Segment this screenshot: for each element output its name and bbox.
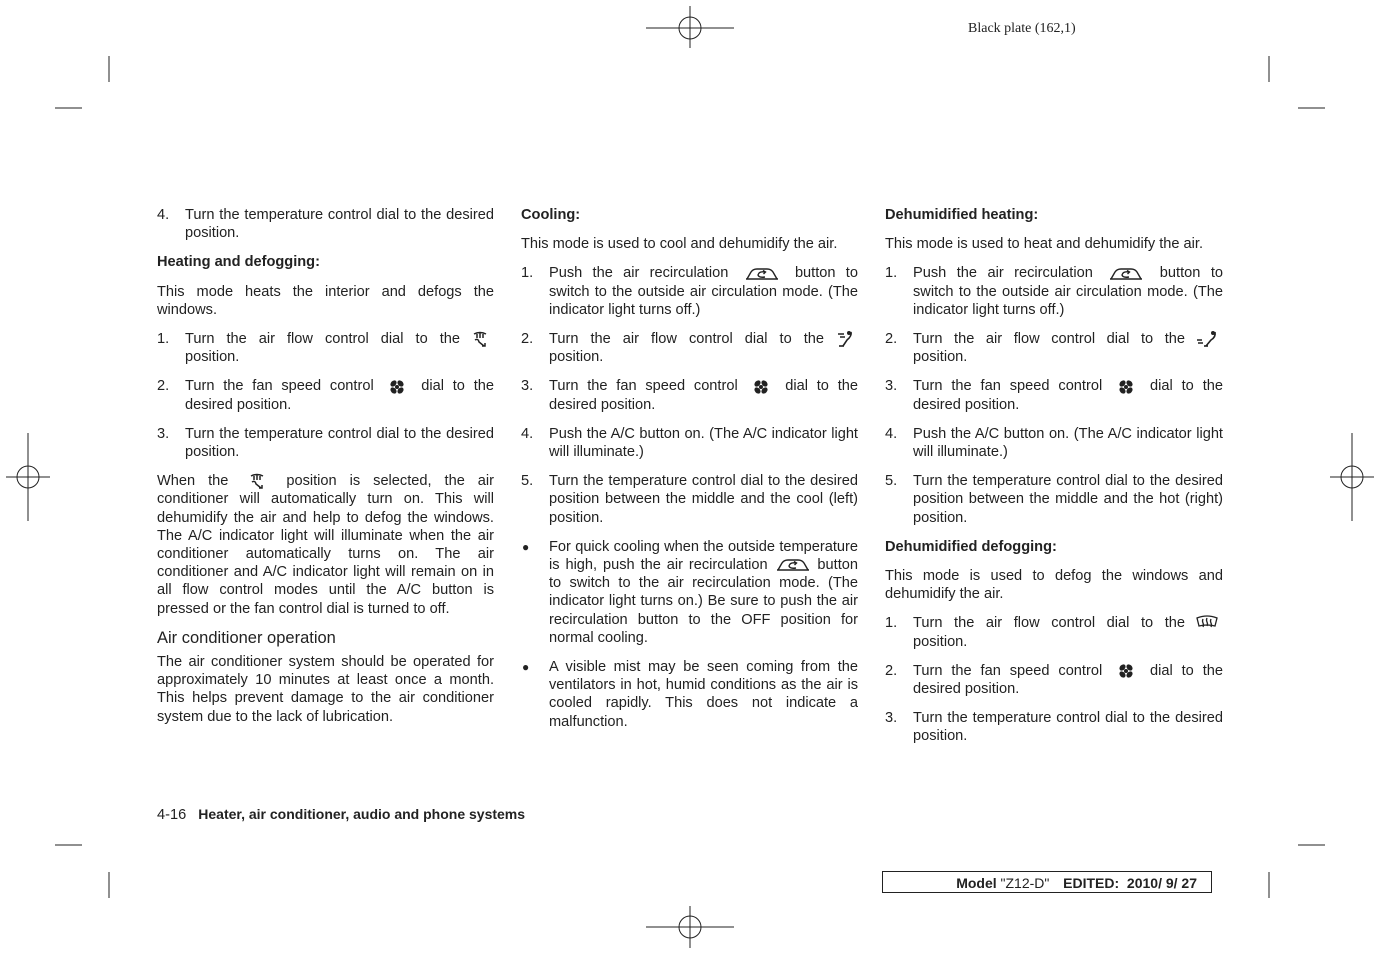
heading-dehumidified-defogging: Dehumidified defogging: xyxy=(885,538,1057,555)
defrost-floor-icon xyxy=(247,472,267,490)
fan-speed-icon xyxy=(1117,378,1135,396)
paragraph: This mode heats the interior and defogs the windows. xyxy=(157,283,494,318)
air-recirculation-icon xyxy=(1109,266,1143,282)
list-item: 4. Push the A/C button on. (The A/C indicator light will illuminate.) xyxy=(885,425,1223,461)
heading-dehumidified-heating: Dehumidified heating: xyxy=(885,207,1039,223)
list-item: 5. Turn the temperature control dial to the desired position between the middle and the hot (right) position. xyxy=(885,473,1223,526)
defrost-floor-icon xyxy=(470,330,490,348)
fan-speed-icon xyxy=(388,378,406,396)
paragraph: This mode is used to heat and dehumidify the air. xyxy=(885,236,1204,253)
list-item: 3. Turn the fan speed control dial to the desired position. xyxy=(885,378,1223,413)
list-item: 2. Turn the fan speed control dial to the desired position. xyxy=(885,662,1223,698)
list-item: 3. Turn the temperature control dial to the desired position. xyxy=(885,710,1223,745)
list-item: 3. Turn the fan speed control dial to the desired position. xyxy=(521,378,858,413)
column-2 xyxy=(521,206,858,742)
list-item: 4. Push the A/C button on. (The A/C indicator light will illuminate.) xyxy=(521,425,858,461)
air-recirculation-icon xyxy=(776,557,810,573)
list-item: 1. Turn the air flow control dial to the position. xyxy=(885,614,1223,650)
bi-level-icon xyxy=(1195,330,1219,348)
front-defroster-icon xyxy=(1195,614,1219,630)
fan-speed-icon xyxy=(1117,662,1135,680)
page-number: 4-16 xyxy=(157,807,187,823)
bullet-item: ● A visible mist may be seen coming from the ventilators in hot, humid conditions as the air is cooled rapidly. This does not indicate a malfunction. xyxy=(522,659,858,730)
page-footer xyxy=(157,806,525,823)
bullet-item: ● For quick cooling when the outside temperature is high, push the air recirculation button to switch to the air recirculation mode. (The indicator light turns on.) Be sure to push the air recirculation button to the OFF position for normal cooling. xyxy=(522,538,858,646)
vent-face-icon xyxy=(834,330,854,348)
paragraph: This mode is used to defog the windows and dehumidify the air. xyxy=(885,568,1223,603)
column-1 xyxy=(157,206,494,726)
list-item: 4. Turn the temperature control dial to the desired position. xyxy=(157,207,494,242)
heading-cooling: Cooling: xyxy=(521,207,581,223)
list-item: 2. Turn the fan speed control dial to the desired position. xyxy=(157,378,494,413)
plate-label: Black plate (162,1) xyxy=(968,21,1076,36)
model-edited-box: Model "Z12-D" EDITED: 2010/ 9/ 27 xyxy=(882,871,1212,893)
list-item: 1. Turn the air flow control dial to the position. xyxy=(157,330,494,366)
column-3 xyxy=(885,206,1223,757)
paragraph: When the position is selected, the air conditioner will automatically turn on. This will dehumidify the air and help to defog the windows. The A/C indicator light will illuminate when the air conditioner automatically turns on. The air conditioner and A/C indicator light will remain on in all flow control modes until the A/C button is pressed or the fan control dial is turned to off. xyxy=(157,473,495,617)
chapter-title: Heater, air conditioner, audio and phone systems xyxy=(198,806,526,822)
list-item: 5. Turn the temperature control dial to the desired position between the middle and the cool (left) position. xyxy=(521,473,858,526)
list-item: 1. Push the air recirculation button to switch to the outside air circulation mode. (The indicator light turns off.) xyxy=(885,265,1223,318)
paragraph: This mode is used to cool and dehumidify the air. xyxy=(521,236,838,253)
list-item: 1. Push the air recirculation button to switch to the outside air circulation mode. (The indicator light turns off.) xyxy=(521,265,858,318)
heading-heating-defogging: Heating and defogging: xyxy=(157,254,320,271)
list-item: 3. Turn the temperature control dial to the desired position. xyxy=(157,425,494,461)
paragraph: The air conditioner system should be operated for approximately 10 minutes at least once a month. This helps prevent damage to the air conditioner system due to the lack of lubrication. xyxy=(157,654,494,725)
list-item: 2. Turn the air flow control dial to the position. xyxy=(521,330,858,366)
fan-speed-icon xyxy=(752,378,770,396)
air-recirculation-icon xyxy=(745,266,779,282)
list-item: 2. Turn the air flow control dial to the position. xyxy=(885,330,1223,366)
section-heading-ac-operation: Air conditioner operation xyxy=(157,628,336,647)
